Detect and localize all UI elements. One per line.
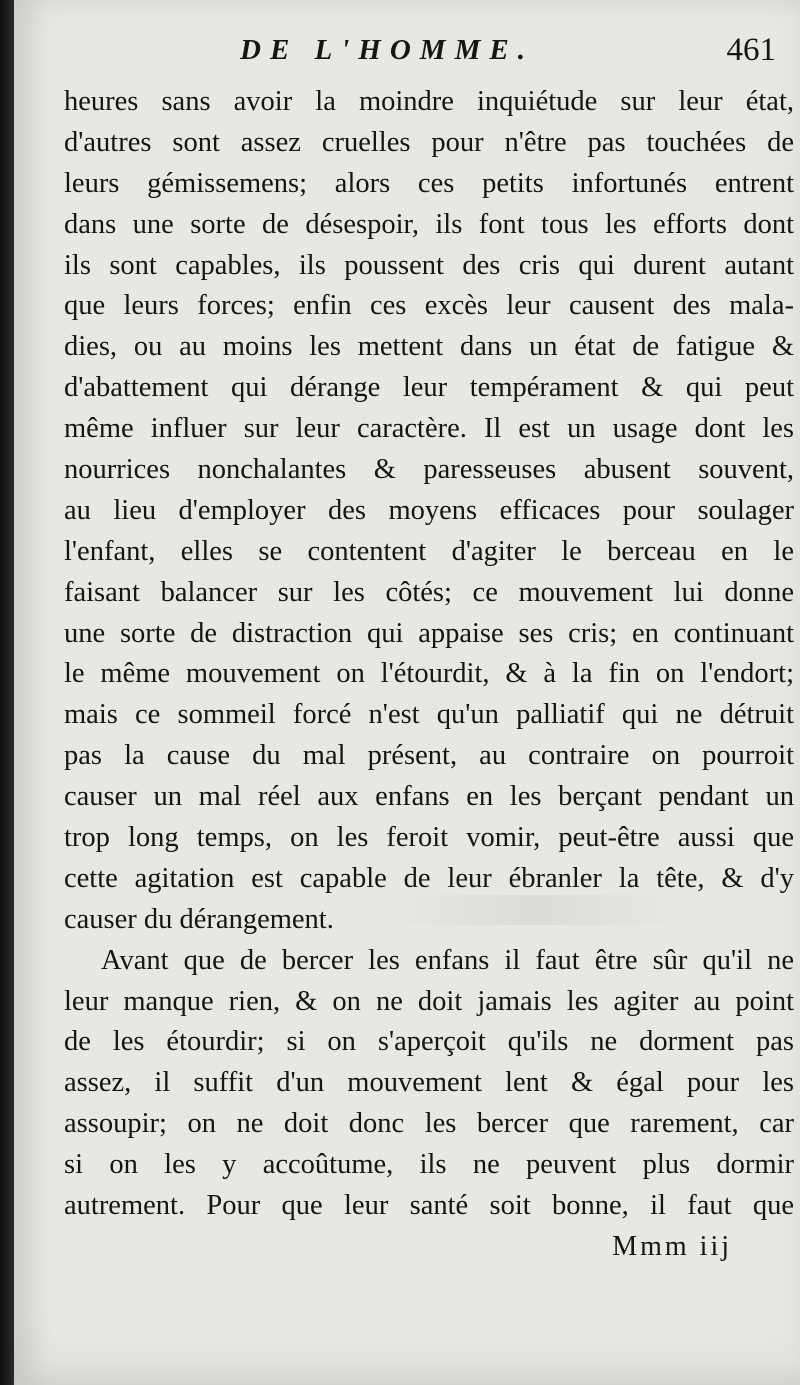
text-line: le même mouvement on l'étourdit, & à la fin on l'endort; xyxy=(64,658,794,690)
paragraph-1 xyxy=(64,82,794,941)
text-line: si on les y accoûtume, ils ne peuvent plus dormir xyxy=(64,1149,794,1181)
text-line: heures sans avoir la moindre inquiétude sur leur état, xyxy=(64,86,794,117)
text-line: causer un mal réel aux enfans en les berçant pendant un xyxy=(64,781,794,813)
text-line: d'abattement qui dérange leur tempérament & qui peut xyxy=(64,372,794,404)
text-line: faisant balancer sur les côtés; ce mouvement lui donne xyxy=(64,576,794,608)
text-line: pas la cause du mal présent, au contraire on pourroit xyxy=(64,740,794,772)
page-text-block xyxy=(64,30,794,1267)
text-line: une sorte de distraction qui appaise ses cris; en continuant xyxy=(64,617,794,649)
text-line: de les étourdir; si on s'aperçoit qu'ils ne dorment pas xyxy=(64,1026,794,1058)
text-line: ils sont capables, ils poussent des cris qui durent autant xyxy=(64,249,794,281)
text-line: nourrices nonchalantes & paresseuses abusent souvent, xyxy=(64,454,794,486)
text-line: causer du dérangement. xyxy=(64,903,334,935)
text-line: dans une sorte de désespoir, ils font tous les efforts dont xyxy=(64,208,794,240)
text-line: mais ce sommeil forcé n'est qu'un palliatif qui ne détruit xyxy=(64,699,794,731)
text-line: au lieu d'employer des moyens efficaces pour soulager xyxy=(64,494,794,526)
page-number: 461 xyxy=(726,32,776,68)
text-line: leur manque rien, & on ne doit jamais les agiter au point xyxy=(64,985,794,1017)
book-page xyxy=(14,0,800,1385)
text-line: que leurs forces; enfin ces excès leur causent des mala- xyxy=(64,290,794,322)
signature-mark: Mmm iij xyxy=(612,1230,732,1262)
text-line: dies, ou au moins les mettent dans un état de fatigue & xyxy=(64,331,794,363)
text-line: Avant que de bercer les enfans il faut être sûr qu'il ne xyxy=(101,944,794,976)
book-spine-shadow xyxy=(0,0,14,1385)
text-line: cette agitation est capable de leur ébranler la tête, & d'y xyxy=(64,862,794,894)
paragraph-2 xyxy=(64,941,794,1227)
text-line: d'autres sont assez cruelles pour n'être pas touchées de xyxy=(64,126,794,158)
page-header xyxy=(64,30,794,82)
text-line: même influer sur leur caractère. Il est un usage dont les xyxy=(64,413,794,445)
text-line: assoupir; on ne doit donc les bercer que rarement, car xyxy=(64,1108,794,1140)
text-line: leurs gémissemens; alors ces petits infortunés entrent xyxy=(64,167,794,199)
running-title: DE L'HOMME. xyxy=(240,34,534,66)
text-line: assez, il suffit d'un mouvement lent & égal pour les xyxy=(64,1067,794,1099)
text-line: autrement. Pour que leur santé soit bonne, il faut que xyxy=(64,1190,794,1222)
text-line: l'enfant, elles se contentent d'agiter le berceau en le xyxy=(64,535,794,567)
text-line: trop long temps, on les feroit vomir, peut-être aussi que xyxy=(64,822,794,854)
